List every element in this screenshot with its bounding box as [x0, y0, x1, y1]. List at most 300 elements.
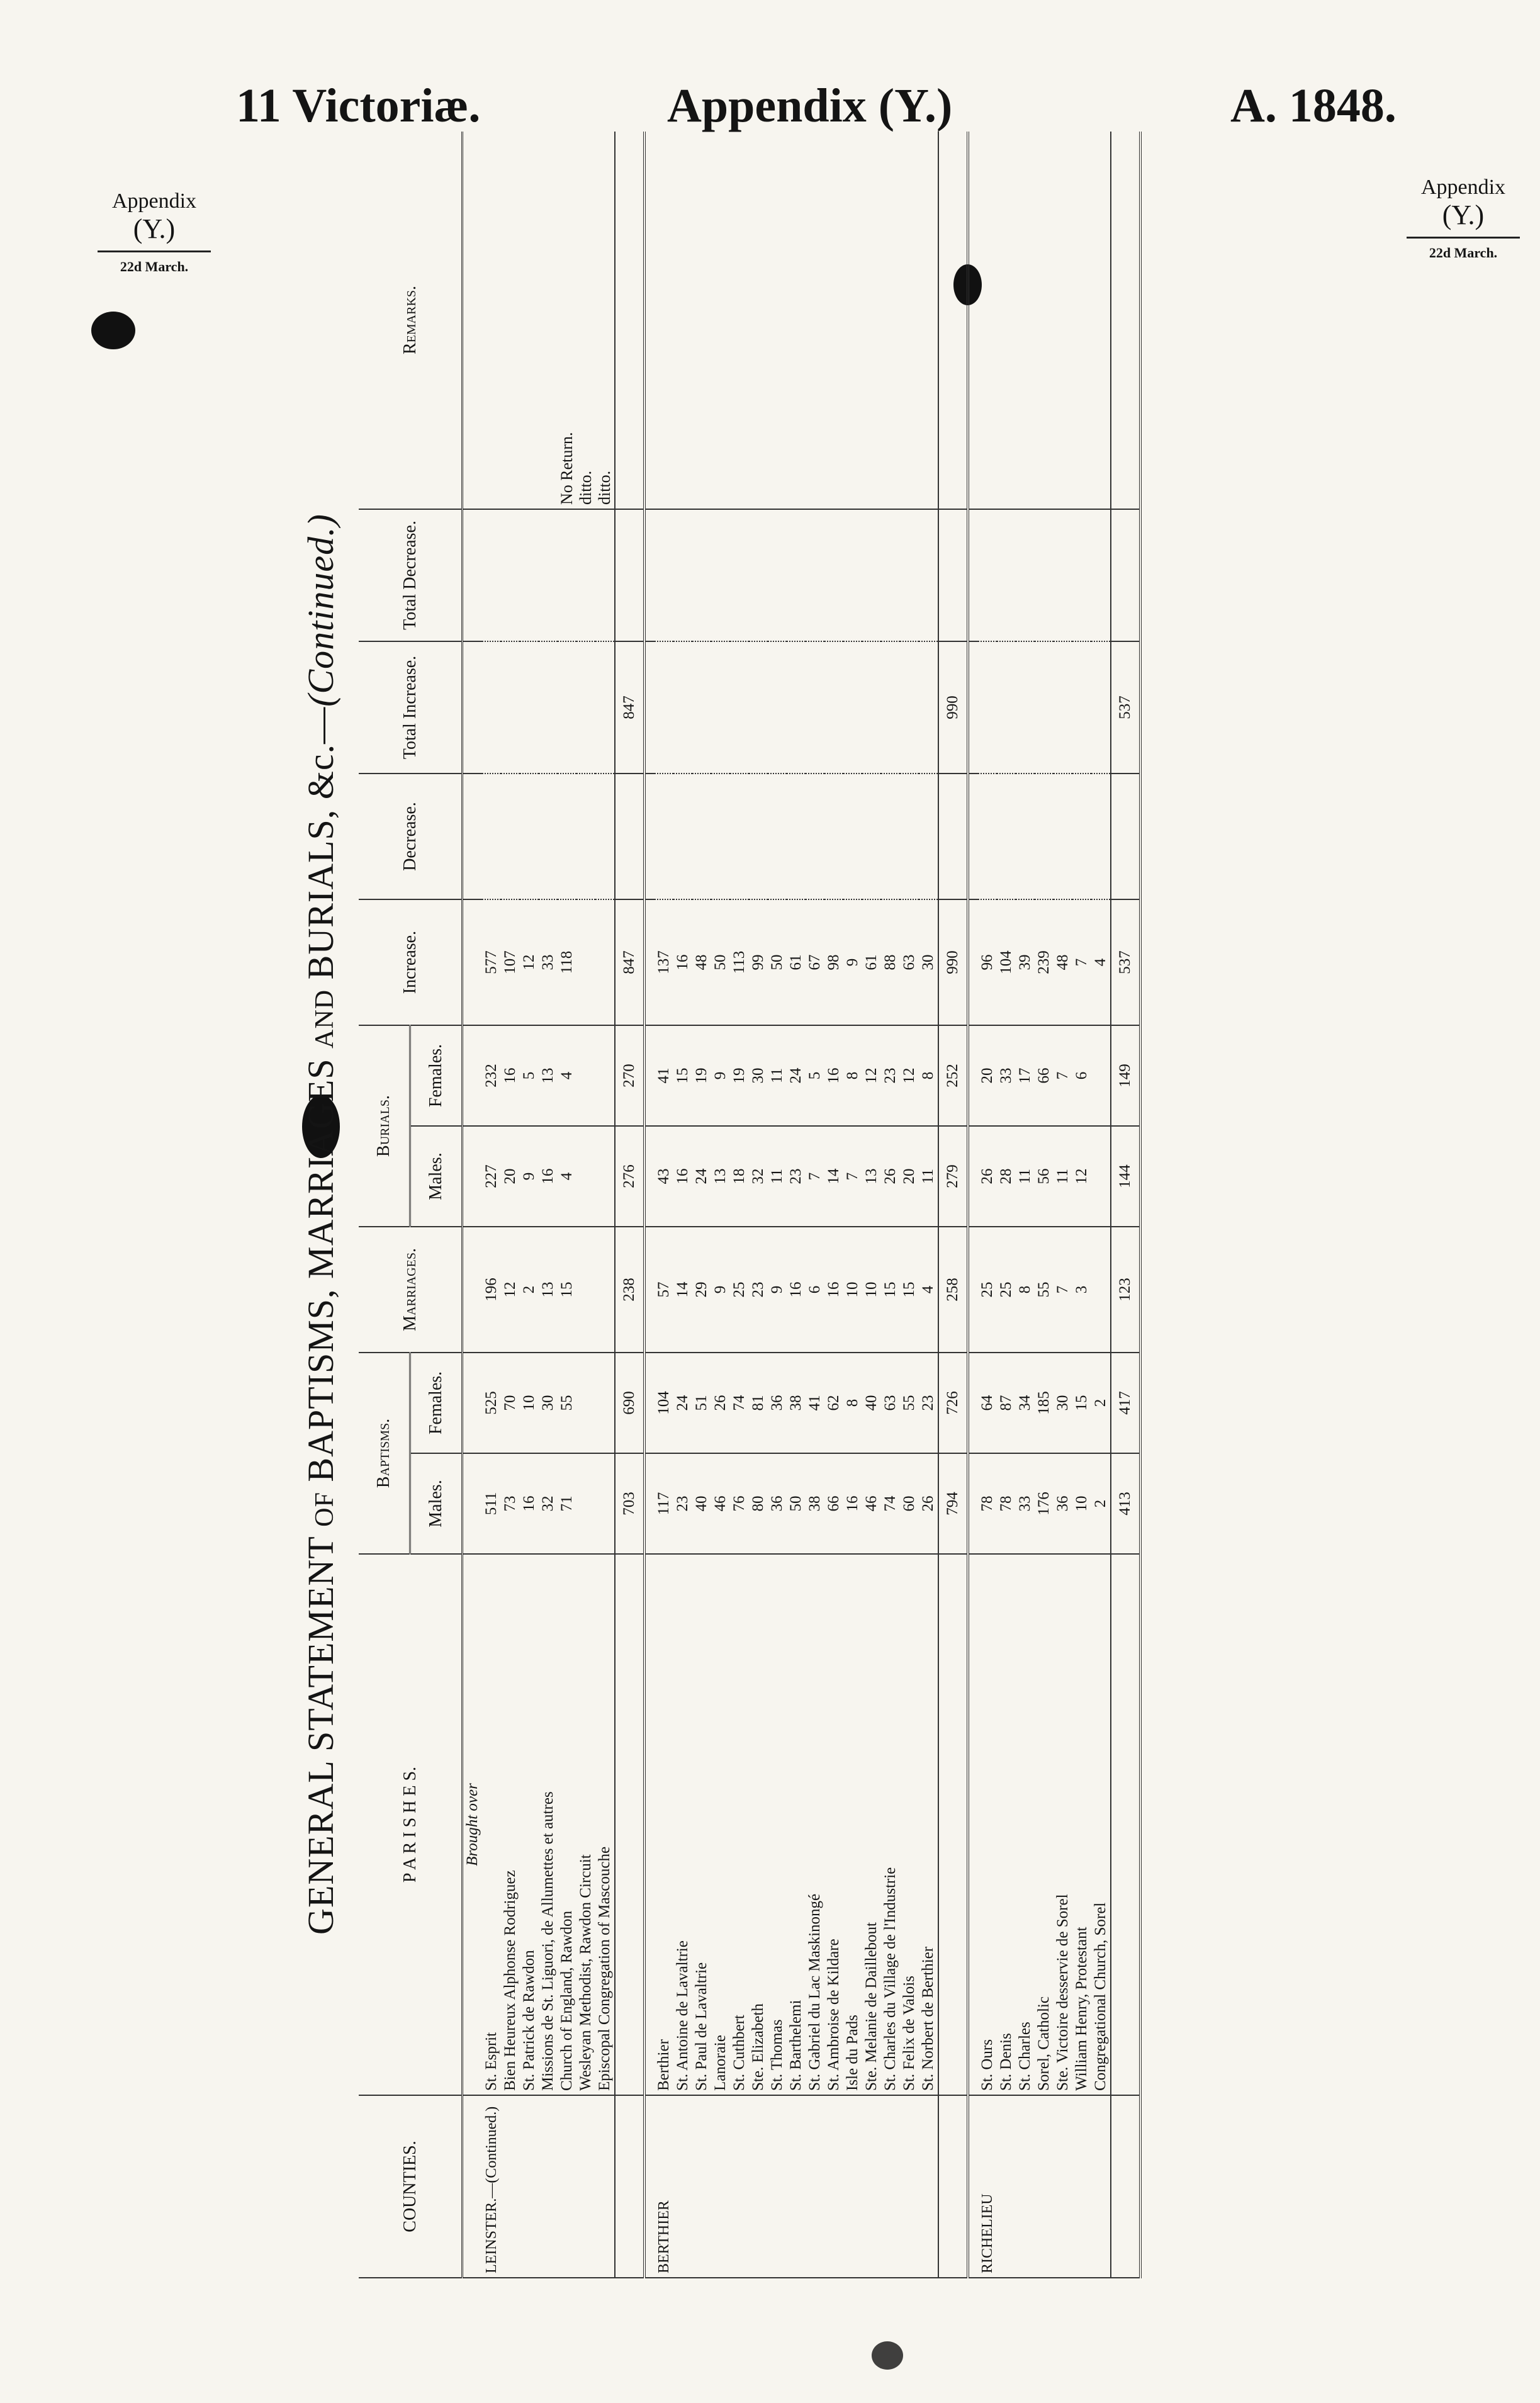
table-row	[978, 132, 997, 2278]
cell-bm: 32	[539, 1453, 558, 1554]
cell-uf: 12	[862, 1025, 881, 1126]
subtotal-row	[1111, 132, 1140, 2278]
cell-bm: 50	[787, 1453, 806, 1554]
cell-mar: 9	[711, 1227, 730, 1353]
parish-name: St. Gabriel du Lac Maskinongé	[806, 1554, 824, 2095]
cell-mar: 25	[997, 1227, 1016, 1353]
cell-remarks	[824, 132, 843, 509]
table-row	[900, 132, 919, 2278]
table-title: GENERAL STATEMENT OF BAPTISMS, MARRIAGES AND BURIALS, &c.—(Continued.)	[300, 514, 341, 1935]
cell-bf: 525	[482, 1353, 501, 1453]
cell-bf: 26	[711, 1353, 730, 1453]
cell-inc: 98	[824, 899, 843, 1025]
col-burials-females: Females.	[410, 1025, 463, 1126]
cell-inc: 104	[997, 899, 1016, 1025]
parish-name: William Henry, Protestant	[1072, 1554, 1091, 2095]
cell-remarks	[520, 132, 539, 509]
cell-bf: 8	[843, 1353, 862, 1453]
cell-bm: 76	[730, 1453, 749, 1554]
cell-bf: 15	[1072, 1353, 1091, 1453]
cell-bm: 73	[501, 1453, 520, 1554]
cell-bf: 40	[862, 1353, 881, 1453]
cell-remarks	[862, 132, 881, 509]
cell-uf: 5	[806, 1025, 824, 1126]
cell-uf: 66	[1035, 1025, 1054, 1126]
cell-bm: 40	[692, 1453, 711, 1554]
cell-mar: 29	[692, 1227, 711, 1353]
cell-mar: 196	[482, 1227, 501, 1353]
table-row	[1091, 132, 1111, 2278]
cell-inc: 88	[881, 899, 900, 1025]
subtotal-bf: 690	[615, 1353, 644, 1453]
cell-uf: 16	[501, 1025, 520, 1126]
cell-um: 14	[824, 1126, 843, 1227]
cell-um: 26	[978, 1126, 997, 1227]
table-row	[692, 132, 711, 2278]
table-row	[1035, 132, 1054, 2278]
table-row	[919, 132, 938, 2278]
cell-uf: 30	[749, 1025, 768, 1126]
subtotal-bf: 726	[938, 1353, 968, 1453]
cell-remarks: ditto.	[576, 132, 595, 509]
table-row	[576, 132, 595, 2278]
parish-name: St. Cuthbert	[730, 1554, 749, 2095]
parish-name: St. Denis	[997, 1554, 1016, 2095]
cell-inc: 107	[501, 899, 520, 1025]
cell-uf	[576, 1025, 595, 1126]
cell-bf: 70	[501, 1353, 520, 1453]
table-row	[501, 132, 520, 2278]
cell-bf: 81	[749, 1353, 768, 1453]
table-row	[843, 132, 862, 2278]
cell-um	[595, 1126, 615, 1227]
cell-uf: 16	[824, 1025, 843, 1126]
cell-bm: 176	[1035, 1453, 1054, 1554]
cell-bf: 62	[824, 1353, 843, 1453]
cell-bm: 33	[1016, 1453, 1035, 1554]
subtotal-total-increase: 990	[938, 641, 968, 774]
cell-bf: 51	[692, 1353, 711, 1453]
group-spacer	[968, 132, 978, 2278]
cell-mar: 15	[558, 1227, 576, 1353]
cell-bm: 117	[655, 1453, 673, 1554]
cell-um: 43	[655, 1126, 673, 1227]
cell-bm: 511	[482, 1453, 501, 1554]
cell-mar: 9	[768, 1227, 787, 1353]
cell-remarks	[1072, 132, 1091, 509]
cell-um: 13	[711, 1126, 730, 1227]
cell-mar: 8	[1016, 1227, 1035, 1353]
statement-table	[359, 132, 1142, 2278]
cell-um: 16	[673, 1126, 692, 1227]
cell-bf: 55	[900, 1353, 919, 1453]
margin-note-right	[1407, 175, 1520, 261]
cell-inc: 113	[730, 899, 749, 1025]
col-remarks: Remarks.	[359, 132, 463, 509]
cell-um: 56	[1035, 1126, 1054, 1227]
cell-bf: 87	[997, 1353, 1016, 1453]
cell-um: 7	[806, 1126, 824, 1227]
subtotal-inc: 847	[615, 899, 644, 1025]
cell-remarks	[711, 132, 730, 509]
table-row	[862, 132, 881, 2278]
cell-inc: 118	[558, 899, 576, 1025]
cell-mar: 25	[978, 1227, 997, 1353]
table-row	[711, 132, 730, 2278]
table-row	[768, 132, 787, 2278]
table-row	[595, 132, 615, 2278]
cell-mar: 15	[881, 1227, 900, 1353]
cell-mar: 2	[520, 1227, 539, 1353]
col-baptisms-males: Males.	[410, 1453, 463, 1554]
cell-bf: 2	[1091, 1353, 1111, 1453]
subtotal-um: 144	[1111, 1126, 1140, 1227]
cell-um: 11	[768, 1126, 787, 1227]
cell-inc: 30	[919, 899, 938, 1025]
cell-remarks	[881, 132, 900, 509]
table-row	[655, 132, 673, 2278]
cell-inc: 99	[749, 899, 768, 1025]
cell-mar	[576, 1227, 595, 1353]
margin-note-title: Appendix	[1420, 176, 1506, 199]
cell-uf: 7	[1054, 1025, 1072, 1126]
cell-um: 28	[997, 1126, 1016, 1227]
cell-um: 32	[749, 1126, 768, 1227]
cell-bm: 80	[749, 1453, 768, 1554]
table-row	[749, 132, 768, 2278]
table-row	[824, 132, 843, 2278]
cell-mar: 12	[501, 1227, 520, 1353]
cell-remarks	[787, 132, 806, 509]
cell-uf: 33	[997, 1025, 1016, 1126]
subtotal-um: 279	[938, 1126, 968, 1227]
cell-mar: 57	[655, 1227, 673, 1353]
parish-name: Bien Heureux Alphonse Rodriguez	[501, 1554, 520, 2095]
cell-bf: 24	[673, 1353, 692, 1453]
parish-name: St. Ours	[978, 1554, 997, 2095]
cell-uf	[1091, 1025, 1111, 1126]
cell-um: 16	[539, 1126, 558, 1227]
cell-uf: 8	[919, 1025, 938, 1126]
table-row	[482, 132, 501, 2278]
cell-uf: 15	[673, 1025, 692, 1126]
cell-remarks	[997, 132, 1016, 509]
cell-uf	[595, 1025, 615, 1126]
cell-bf: 36	[768, 1353, 787, 1453]
margin-note-title: Appendix	[111, 189, 197, 213]
subtotal-total-increase: 537	[1111, 641, 1140, 774]
header-center: Appendix (Y.)	[667, 79, 953, 132]
col-total-increase: Total Increase.	[359, 641, 463, 774]
cell-remarks: No Return.	[558, 132, 576, 509]
parish-name: Ste. Elizabeth	[749, 1554, 768, 2095]
parish-name: Isle du Pads	[843, 1554, 862, 2095]
margin-note-date: 22d March.	[98, 250, 211, 274]
table-row	[520, 132, 539, 2278]
cell-um: 18	[730, 1126, 749, 1227]
cell-inc	[595, 899, 615, 1025]
cell-um: 11	[1016, 1126, 1035, 1227]
col-total-decrease: Total Decrease.	[359, 509, 463, 641]
cell-mar: 14	[673, 1227, 692, 1353]
cell-remarks	[655, 132, 673, 509]
parish-name: Wesleyan Methodist, Rawdon Circuit	[576, 1554, 595, 2095]
cell-inc: 9	[843, 899, 862, 1025]
brought-over-label: Brought over	[463, 1554, 483, 2095]
parish-name: St. Thomas	[768, 1554, 787, 2095]
cell-remarks	[1054, 132, 1072, 509]
parish-name: Missions de St. Liguori, de Allumettes et autres	[539, 1554, 558, 2095]
parish-name: Congregational Church, Sorel	[1091, 1554, 1111, 2095]
cell-mar: 16	[787, 1227, 806, 1353]
cell-um: 227	[482, 1126, 501, 1227]
cell-bf: 41	[806, 1353, 824, 1453]
cell-bm: 16	[843, 1453, 862, 1554]
cell-bm: 10	[1072, 1453, 1091, 1554]
cell-uf: 41	[655, 1025, 673, 1126]
cell-inc: 137	[655, 899, 673, 1025]
subtotal-um: 276	[615, 1126, 644, 1227]
cell-um: 20	[501, 1126, 520, 1227]
cell-inc: 61	[862, 899, 881, 1025]
parish-name: St. Charles du Village de l'Industrie	[881, 1554, 900, 2095]
parish-name: St. Norbert de Berthier	[919, 1554, 938, 2095]
col-parishes: P A R I S H E S.	[359, 1554, 463, 2095]
parish-name: Lanoraie	[711, 1554, 730, 2095]
parish-name: St. Charles	[1016, 1554, 1035, 2095]
cell-bm: 60	[900, 1453, 919, 1554]
subtotal-uf: 149	[1111, 1025, 1140, 1126]
margin-note-appendix: (Y.)	[133, 213, 176, 245]
cell-um: 9	[520, 1126, 539, 1227]
cell-um: 13	[862, 1126, 881, 1227]
table-row	[787, 132, 806, 2278]
cell-um	[1091, 1126, 1111, 1227]
cell-inc: 48	[1054, 899, 1072, 1025]
cell-uf: 19	[692, 1025, 711, 1126]
subtotal-mar: 238	[615, 1227, 644, 1353]
county-name: BERTHIER	[655, 2095, 673, 2278]
cell-um: 20	[900, 1126, 919, 1227]
cell-remarks	[1035, 132, 1054, 509]
cell-inc: 577	[482, 899, 501, 1025]
col-increase: Increase.	[359, 899, 463, 1025]
cell-remarks	[843, 132, 862, 509]
cell-mar: 55	[1035, 1227, 1054, 1353]
cell-remarks	[900, 132, 919, 509]
cell-inc: 48	[692, 899, 711, 1025]
col-marriages: Marriages.	[359, 1227, 463, 1353]
subtotal-bm: 794	[938, 1453, 968, 1554]
col-baptisms-females: Females.	[410, 1353, 463, 1453]
cell-inc: 33	[539, 899, 558, 1025]
cell-bm: 46	[862, 1453, 881, 1554]
cell-um: 24	[692, 1126, 711, 1227]
margin-note-date: 22d March.	[1407, 237, 1520, 261]
cell-bf: 185	[1035, 1353, 1054, 1453]
cell-bf	[595, 1353, 615, 1453]
cell-um: 12	[1072, 1126, 1091, 1227]
cell-um: 7	[843, 1126, 862, 1227]
table-row	[539, 132, 558, 2278]
cell-remarks	[692, 132, 711, 509]
cell-bm: 74	[881, 1453, 900, 1554]
cell-remarks	[919, 132, 938, 509]
cell-remarks	[539, 132, 558, 509]
parish-name: Sorel, Catholic	[1035, 1554, 1054, 2095]
cell-bf: 30	[1054, 1353, 1072, 1453]
cell-bf: 10	[520, 1353, 539, 1453]
parish-name: St. Antoine de Lavaltrie	[673, 1554, 692, 2095]
cell-remarks	[730, 132, 749, 509]
cell-bm: 36	[1054, 1453, 1072, 1554]
subtotal-bm: 413	[1111, 1453, 1140, 1554]
cell-bf: 23	[919, 1353, 938, 1453]
cell-uf: 12	[900, 1025, 919, 1126]
cell-inc: 50	[768, 899, 787, 1025]
parish-name: Ste. Melanie de Daillebout	[862, 1554, 881, 2095]
cell-bf: 64	[978, 1353, 997, 1453]
cell-um: 23	[787, 1126, 806, 1227]
table-row	[806, 132, 824, 2278]
cell-bm	[576, 1453, 595, 1554]
cell-bm: 36	[768, 1453, 787, 1554]
cell-mar: 25	[730, 1227, 749, 1353]
table-row	[673, 132, 692, 2278]
cell-bf	[576, 1353, 595, 1453]
margin-note-left	[98, 189, 211, 274]
subtotal-uf: 270	[615, 1025, 644, 1126]
cell-uf: 5	[520, 1025, 539, 1126]
statement-table-rotated	[296, 170, 1397, 2278]
cell-bf: 104	[655, 1353, 673, 1453]
cell-bf: 30	[539, 1353, 558, 1453]
cell-remarks	[501, 132, 520, 509]
cell-inc: 96	[978, 899, 997, 1025]
cell-inc: 4	[1091, 899, 1111, 1025]
cell-uf: 11	[768, 1025, 787, 1126]
col-baptisms: Baptisms.	[359, 1353, 410, 1554]
subtotal-row	[615, 132, 644, 2278]
subtotal-inc: 537	[1111, 899, 1140, 1025]
cell-bm: 78	[997, 1453, 1016, 1554]
cell-bm: 26	[919, 1453, 938, 1554]
cell-bf: 34	[1016, 1353, 1035, 1453]
cell-uf: 23	[881, 1025, 900, 1126]
table-row	[997, 132, 1016, 2278]
parish-name: St. Patrick de Rawdon	[520, 1554, 539, 2095]
cell-remarks	[749, 132, 768, 509]
table-row	[1016, 132, 1035, 2278]
table-row	[1054, 132, 1072, 2278]
cell-inc: 61	[787, 899, 806, 1025]
margin-note-appendix: (Y.)	[1442, 200, 1485, 231]
cell-mar: 10	[843, 1227, 862, 1353]
subtotal-uf: 252	[938, 1025, 968, 1126]
cell-bm	[595, 1453, 615, 1554]
cell-bm: 71	[558, 1453, 576, 1554]
subtotal-total-increase: 847	[615, 641, 644, 774]
subtotal-bm: 703	[615, 1453, 644, 1554]
cell-mar: 10	[862, 1227, 881, 1353]
cell-mar: 13	[539, 1227, 558, 1353]
table-row	[881, 132, 900, 2278]
cell-bm: 16	[520, 1453, 539, 1554]
cell-um: 26	[881, 1126, 900, 1227]
table-row	[730, 132, 749, 2278]
cell-mar: 6	[806, 1227, 824, 1353]
cell-inc: 239	[1035, 899, 1054, 1025]
cell-uf: 19	[730, 1025, 749, 1126]
header-row	[359, 132, 410, 2278]
cell-uf: 24	[787, 1025, 806, 1126]
cell-remarks	[482, 132, 501, 509]
parish-name: St. Felix de Valois	[900, 1554, 919, 2095]
subtotal-row	[938, 132, 968, 2278]
table-body	[463, 132, 1141, 2278]
cell-bm: 78	[978, 1453, 997, 1554]
parish-name: St. Paul de Lavaltrie	[692, 1554, 711, 2095]
subtotal-mar: 258	[938, 1227, 968, 1353]
cell-bf: 63	[881, 1353, 900, 1453]
brought-over-row	[463, 132, 483, 2278]
cell-inc: 67	[806, 899, 824, 1025]
cell-remarks	[1016, 132, 1035, 509]
cell-um	[576, 1126, 595, 1227]
cell-remarks: ditto.	[595, 132, 615, 509]
cell-remarks	[806, 132, 824, 509]
cell-inc: 39	[1016, 899, 1035, 1025]
parish-name: Berthier	[655, 1554, 673, 2095]
cell-mar	[595, 1227, 615, 1353]
cell-bm: 46	[711, 1453, 730, 1554]
subtotal-inc: 990	[938, 899, 968, 1025]
header-left: 11 Victoriæ.	[236, 79, 481, 132]
header-right: A. 1848.	[1230, 79, 1397, 132]
table-row	[1072, 132, 1091, 2278]
cell-remarks	[768, 132, 787, 509]
cell-bm: 23	[673, 1453, 692, 1554]
parish-name: St. Barthelemi	[787, 1554, 806, 2095]
cell-mar: 16	[824, 1227, 843, 1353]
cell-inc: 12	[520, 899, 539, 1025]
cell-uf: 4	[558, 1025, 576, 1126]
cell-uf: 232	[482, 1025, 501, 1126]
cell-uf: 13	[539, 1025, 558, 1126]
parish-name: St. Esprit	[482, 1554, 501, 2095]
col-burials: Burials.	[359, 1025, 410, 1227]
col-counties: COUNTIES.	[359, 2095, 463, 2278]
ink-blot	[872, 2341, 903, 2370]
subtotal-mar: 123	[1111, 1227, 1140, 1353]
parish-name: Church of England, Rawdon	[558, 1554, 576, 2095]
cell-mar: 3	[1072, 1227, 1091, 1353]
cell-remarks	[1091, 132, 1111, 509]
cell-uf: 8	[843, 1025, 862, 1126]
cell-inc: 16	[673, 899, 692, 1025]
table-row	[558, 132, 576, 2278]
cell-bm: 66	[824, 1453, 843, 1554]
cell-uf: 6	[1072, 1025, 1091, 1126]
cell-uf: 20	[978, 1025, 997, 1126]
county-name: LEINSTER.—(Continued.)	[482, 2095, 501, 2278]
cell-mar: 23	[749, 1227, 768, 1353]
cell-remarks	[978, 132, 997, 509]
county-name: RICHELIEU	[978, 2095, 997, 2278]
cell-bm: 38	[806, 1453, 824, 1554]
subtotal-bf: 417	[1111, 1353, 1140, 1453]
cell-inc: 7	[1072, 899, 1091, 1025]
